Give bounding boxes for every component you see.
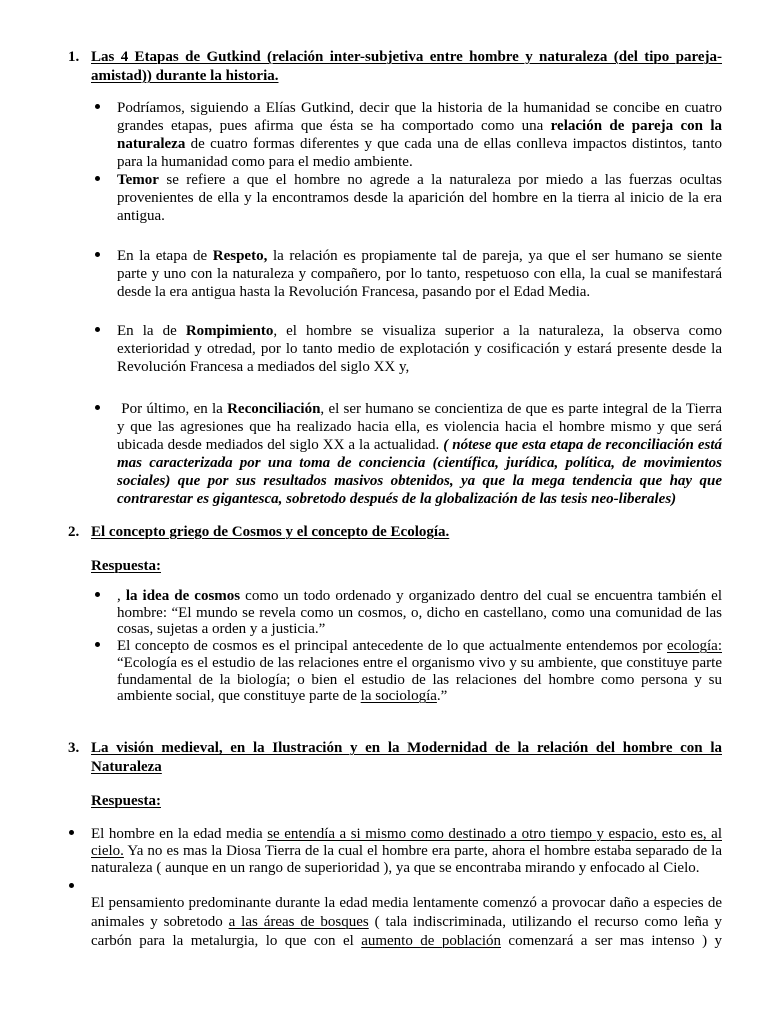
text-run: comenzará a ser mas intenso ) y: [501, 932, 722, 949]
text-run: Ya no es mas la Diosa Tierra de la cual el hombre era parte, ahora el hombre estaba separado de la naturaleza ( aunque en un rango de superioridad ), ya que se encontraba mirando y enfocado al Cielo.: [91, 842, 722, 876]
answer-label-text: Respuesta:: [91, 792, 161, 809]
text-run: se refiere a que el hombre no agrede a la naturaleza por miedo a las fuerzas ocultas provenientes de ella y la encontramos desde la aparición del hombre en la tierra al inicio de la era antigua.: [117, 172, 722, 224]
bold-term: Rompimiento: [185, 323, 274, 339]
answer-label-text: Respuesta:: [91, 558, 161, 574]
text-run: , el hombre se visualiza superior a la naturaleza, la observa como exterioridad y otredad, por lo tanto medio de explotación y cosificación y estará presente desde la Revolución Francesa a mediados del siglo XX y,: [117, 323, 722, 375]
text-run: En la de: [117, 323, 186, 339]
text-run: Por último, en la: [117, 401, 228, 417]
section-number: 3.: [68, 739, 80, 756]
bullet-item-reconciliacion: [117, 400, 722, 508]
bullet-item-respeto: [117, 247, 722, 301]
bullet-item-cosmos: [117, 588, 722, 638]
text-run: ,: [117, 588, 126, 604]
bullet-icon: [95, 176, 100, 181]
bullet-icon: [69, 830, 74, 835]
bold-term: Reconciliación: [227, 401, 321, 417]
section-title: La visión medieval, en la Ilustración y en la Modernidad de la relación del hombre con la Naturaleza: [91, 739, 722, 775]
section-title: El concepto griego de Cosmos y el concepto de Ecología.: [91, 524, 450, 540]
underlined-text: ecología:: [667, 638, 722, 655]
section-1-heading: [68, 48, 722, 86]
underlined-text: a las áreas de bosques: [228, 913, 369, 930]
section-number: 1.: [68, 49, 80, 65]
text-run: “Ecología es el estudio de las relaciones entre el organismo vivo y su ambiente, que constituye parte fundamental de la biología; o bien el estudio de las relaciones del hombre como persona y su ambiente social, que constituye parte de: [117, 654, 722, 705]
bullet-item-rompimiento: [117, 322, 722, 376]
bullet-icon: [95, 104, 100, 109]
text-run: , el ser humano se concientiza de que es parte integral de la Tierra y que las agresiones que ha realizado hacia ella, es violencia hacia el hombre mismo y que será ubicada desde mediados del siglo XX a la actualidad.: [117, 401, 722, 453]
bullet-item-temor: [117, 171, 722, 225]
bold-term: Temor: [117, 172, 159, 188]
bullet-item-gutkind-intro: [117, 99, 722, 171]
empty-bullet-item: [91, 877, 722, 894]
bullet-icon: [95, 405, 100, 410]
text-run: ( tala indiscriminada, utilizando el recurso como leña y carbón para la metalurgia, lo que con el: [91, 913, 722, 949]
bold-italic-note: ( nótese que esta etapa de reconciliación está mas caracterizada por una toma de conciencia (científica, jurídica, política, de movimientos sociales) que por sus resultados masivos obtenidos, ya que la mega tendencia que hay que contrarestar es gigantesca, sobretodo después de la globalización de las tesis neo-liberales): [117, 437, 722, 507]
text-run: En la etapa de: [117, 248, 213, 264]
bullet-icon: [95, 642, 100, 647]
underlined-text: la sociología: [360, 688, 437, 705]
body-paragraph: [91, 894, 722, 951]
text-run: .”: [436, 688, 448, 705]
bullet-item-ecologia: [117, 638, 722, 705]
section-2-heading: [68, 523, 722, 542]
answer-label: [91, 792, 768, 811]
bullet-icon: [69, 883, 74, 888]
text-run: El hombre en la edad media: [91, 825, 268, 842]
answer-label: [91, 557, 768, 576]
underlined-text: se entendía a si mismo como destinado a otro tiempo y espacio, esto es, al cielo.: [91, 825, 722, 859]
bold-term: la idea de cosmos: [125, 588, 241, 604]
bold-term: relación de pareja con la naturaleza: [117, 118, 722, 152]
underlined-text: aumento de población: [361, 932, 501, 949]
text-run: de cuatro formas diferentes y que cada una de ellas conlleva impactos distintos, tanto para la humanidad como para el medio ambiente.: [117, 136, 722, 170]
text-run: la relación es propiamente tal de pareja, ya que el ser humano se siente parte y uno con la naturaleza y compañero, por lo tanto, respetuoso con ella, la cual se manifestará desde la era antigua hasta la Revolución Francesa, pasando por el Edad Media.: [117, 248, 722, 300]
bullet-icon: [95, 327, 100, 332]
text-run: como un todo ordenado y organizado dentro del cual se encuentra también el hombre: “El mundo se revela como un cosmos, o, dicho en castellano, como una comunidad de las cosas, sujetas a orden y a justicia.”: [117, 588, 722, 638]
text-run: El concepto de cosmos es el principal antecedente de lo que actualmente entendemos por: [117, 638, 668, 655]
bullet-item-edad-media: [91, 826, 722, 877]
section-3-heading: [68, 739, 722, 777]
bold-term: Respeto,: [212, 248, 268, 264]
section-number: 2.: [68, 524, 80, 540]
section-title: Las 4 Etapas de Gutkind (relación inter-subjetiva entre hombre y naturaleza (del tipo pareja-amistad)) durante la historia.: [91, 49, 722, 84]
text-run: Podríamos, siguiendo a Elías Gutkind, decir que la historia de la humanidad se concibe en cuatro grandes etapas, pues afirma que ésta se ha comportado como una: [117, 100, 722, 134]
bullet-icon: [95, 252, 100, 257]
text-run: El pensamiento predominante durante la edad media lentamente comenzó a provocar daño a especies de animales y sobretodo: [91, 894, 722, 930]
bullet-icon: [95, 592, 100, 597]
